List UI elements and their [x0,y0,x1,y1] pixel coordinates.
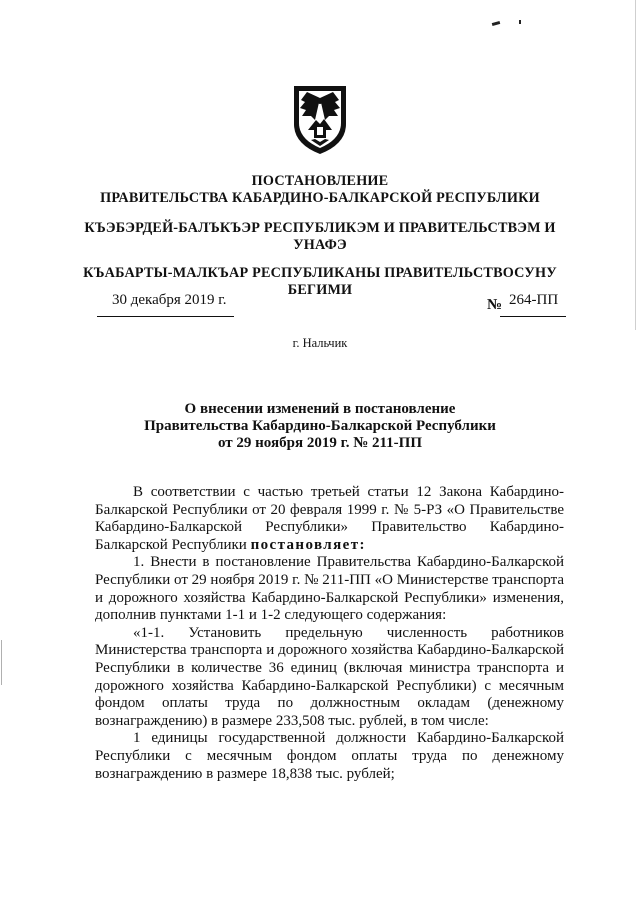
paragraph-preamble [95,484,564,554]
scan-edge-line [1,640,2,685]
government-name-kab-line1: КЪЭБЭРДЕЙ-БАЛЪКЪЭР РЕСПУБЛИКЭМ И ПРАВИТЕЛЬСТВЭМ И [84,220,556,236]
government-name-ru: ПРАВИТЕЛЬСТВА КАБАРДИНО-БАЛКАРСКОЙ РЕСПУБЛИКИ [100,190,540,206]
government-name-bal-line2: БЕГИМИ [287,282,353,298]
paragraph-subitem: 1 единицы государственной должности Кабардино-Балкарской Республики с месячным фондом оплаты труда по денежному вознаграждению в размере 18,838 тыс. рублей; [95,730,564,782]
document-body [95,484,564,783]
document-title-line3: от 29 ноября 2019 г. № 211-ПП [217,435,423,451]
coat-of-arms-emblem [289,82,351,156]
scan-mark [519,20,521,24]
number-sign: № [487,297,503,313]
document-date: 30 декабря 2019 г. [112,292,227,308]
doc-type: ПОСТАНОВЛЕНИЕ [251,173,389,189]
city: г. Нальчик [292,336,348,350]
government-name-kab-line2: УНАФЭ [293,237,347,253]
document-title-line2: Правительства Кабардино-Балкарской Республики [144,418,496,434]
paragraph-item-1: 1. Внести в постановление Правительства Кабардино-Балкарской Республики от 29 ноября 2019 г. № 211-ПП «О Министерстве транспорта и дорожного хозяйства Кабардино-Балкарской Республики» изменения, дополнив пунктами 1-1 и 1-2 следующего содержания: [95,554,564,624]
government-name-bal-line1: КЪАБАРТЫ-МАЛКЪАР РЕСПУБЛИКАНЫ ПРАВИТЕЛЬСТВОСУНУ [83,265,557,281]
paragraph-item-1-1: «1-1. Установить предельную численность работников Министерства транспорта и дорожного хозяйства Кабардино-Балкарской Республики в количестве 36 единиц (включая министра транспорта и дорожного хозяйства Кабардино-Балкарской Республики) с месячным фондом оплаты труда по должностным окладам (денежному вознаграждению) в размере 233,508 тыс. рублей, в том числе: [95,624,564,729]
date-underline [97,316,234,317]
document-number: 264-ПП [509,292,559,308]
document-title-line1: О внесении изменений в постановление [184,401,456,417]
preamble-text: В соответствии с частью третьей статьи 12 Закона Кабардино-Балкарской Республики от 20 февраля 1999 г. № 5-РЗ «О Правительстве Кабардино-Балкарской Республики» Правительство Кабардино-Балкарской Республики [95,484,564,553]
scan-mark [492,21,501,26]
resolves-word: постановляет: [250,536,366,553]
number-underline [500,316,566,317]
